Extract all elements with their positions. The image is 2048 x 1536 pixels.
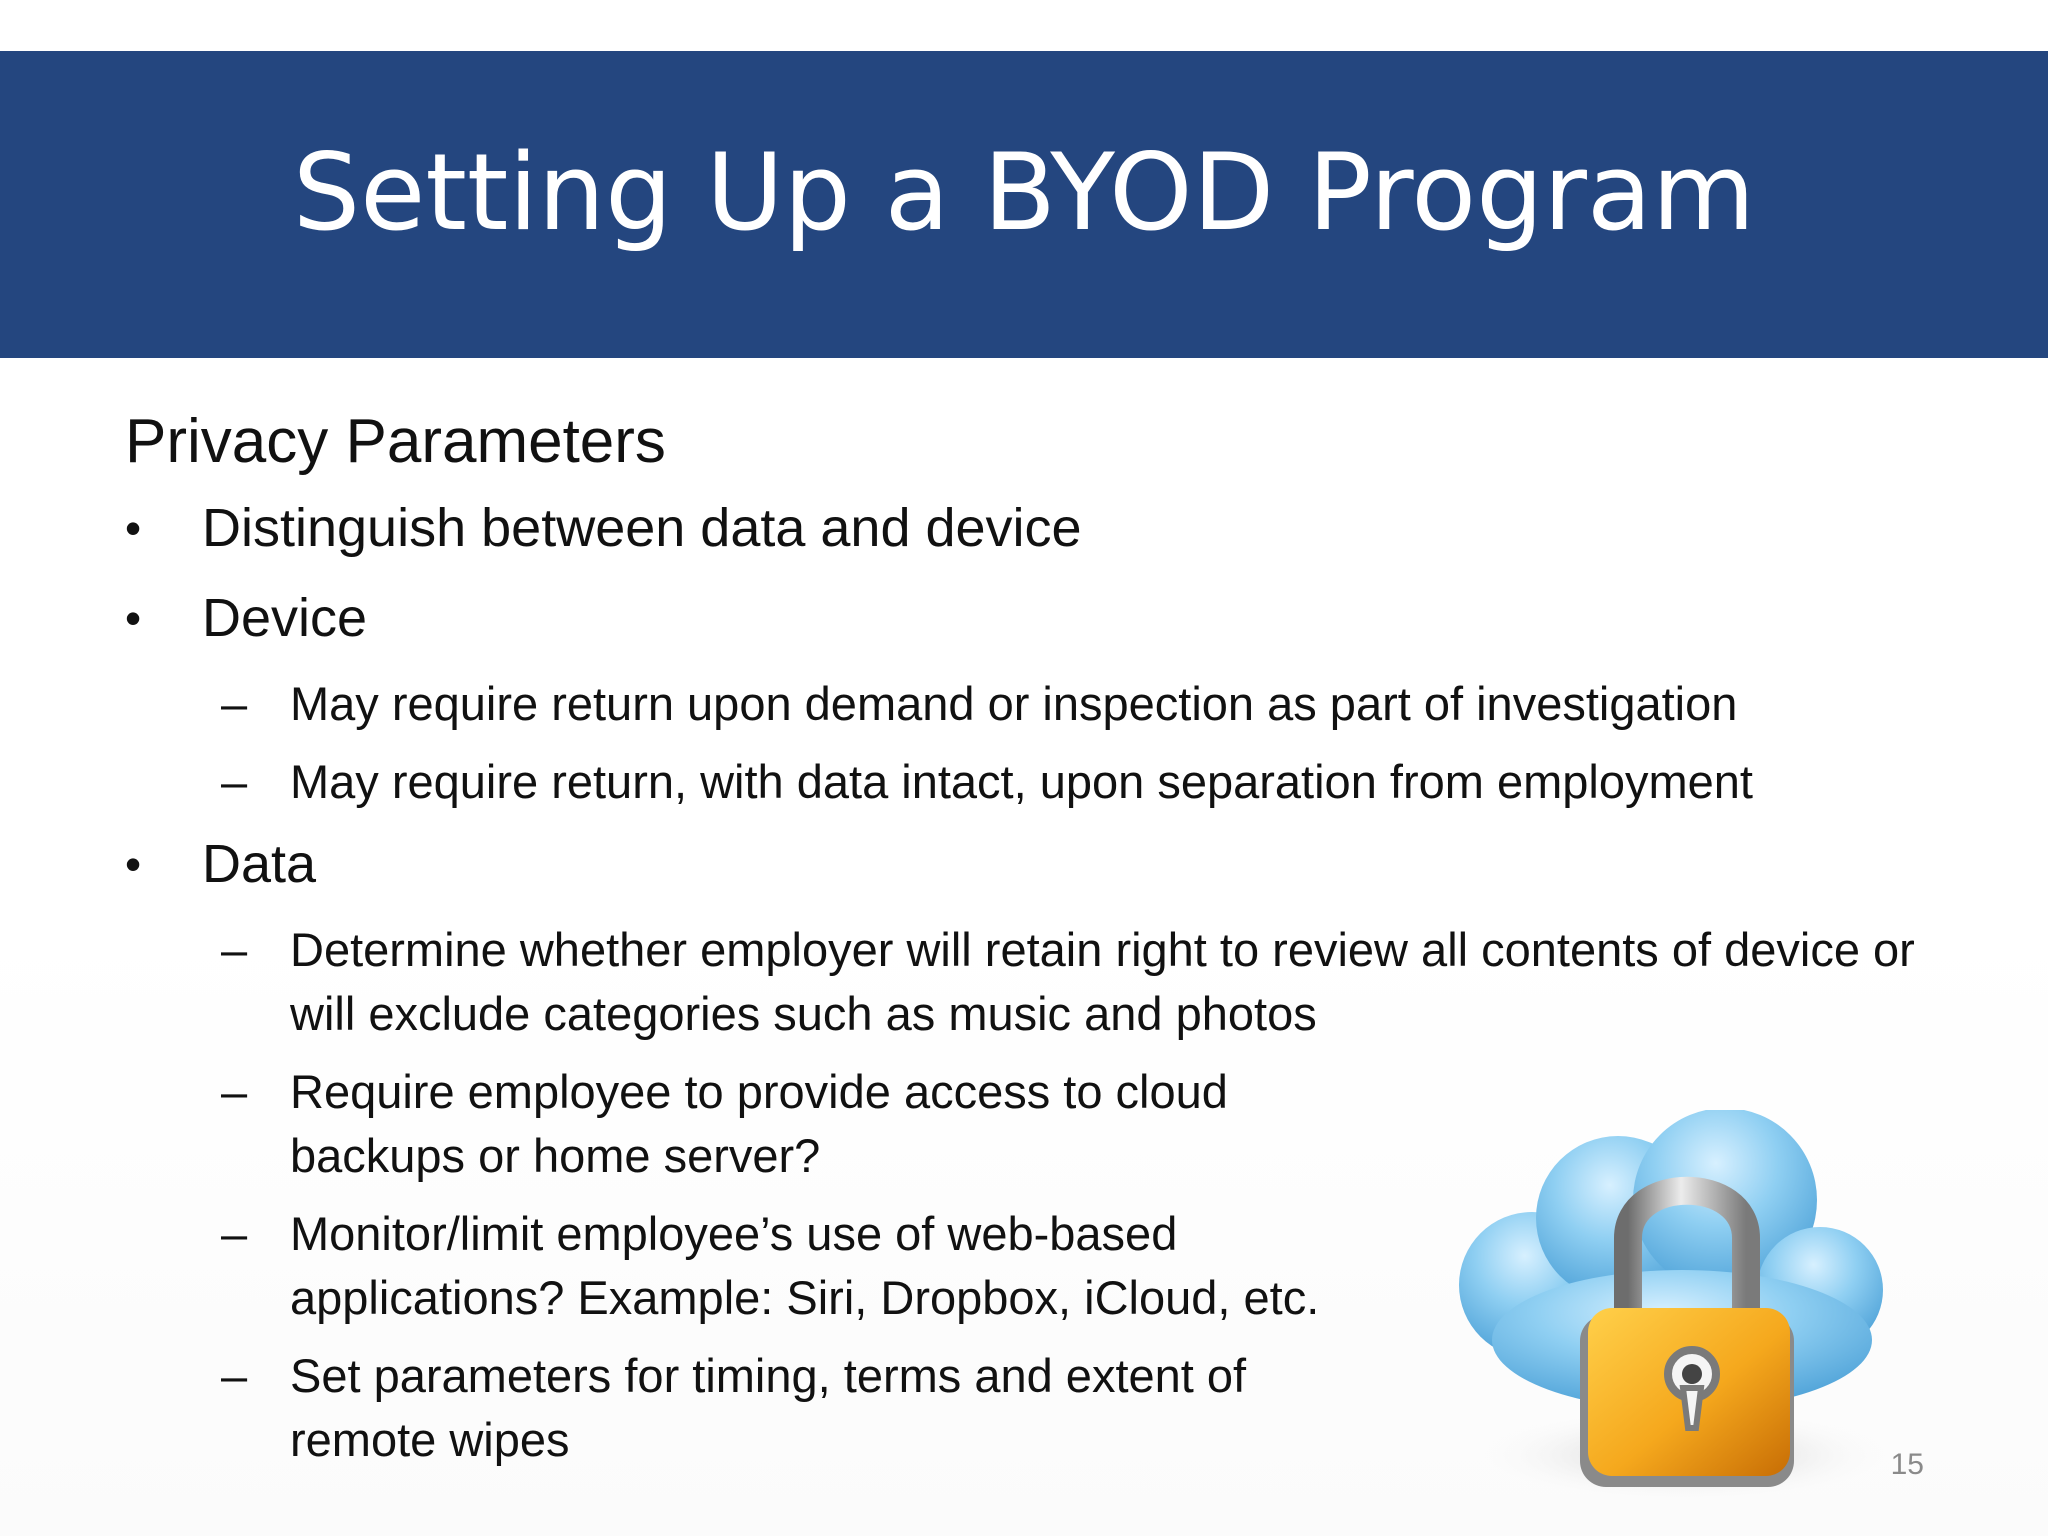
bullet-marker: • — [125, 838, 142, 890]
data-subitem — [125, 918, 1925, 1046]
section-heading: Privacy Parameters — [125, 407, 666, 476]
dash-marker: – — [221, 1207, 248, 1260]
cloud-lock-icon — [1440, 1110, 1910, 1510]
dash-marker: – — [221, 923, 248, 976]
device-subitem — [125, 672, 1925, 736]
bullet-text: Data — [202, 834, 317, 894]
bullet-marker: • — [125, 592, 142, 644]
page-number: 15 — [1890, 1448, 1924, 1481]
subitem-text: Determine whether employer will retain right to review all contents of device or will exclude categories such as music and photos — [290, 923, 1915, 1040]
bullet-device — [125, 582, 1925, 654]
subitem-text: May require return upon demand or inspection as part of investigation — [290, 677, 1738, 730]
dash-marker: – — [221, 1349, 248, 1402]
bullet-marker: • — [125, 502, 142, 554]
bullet-data — [125, 828, 1925, 900]
dash-marker: – — [221, 677, 248, 730]
subitem-text: Set parameters for timing, terms and extent of remote wipes — [290, 1349, 1247, 1466]
dash-marker: – — [221, 1065, 248, 1118]
bullet-distinguish — [125, 492, 1925, 564]
device-subitem — [125, 750, 1925, 814]
slide-title: Setting Up a BYOD Program — [292, 131, 1756, 254]
subitem-text: Monitor/limit employee’s use of web-based applications? Example: Siri, Dropbox, iCloud, etc. — [290, 1207, 1320, 1324]
subitem-text: Require employee to provide access to cloud backups or home server? — [290, 1065, 1228, 1182]
bullet-text: Device — [202, 588, 368, 648]
dash-marker: – — [221, 755, 248, 808]
bullet-text: Distinguish between data and device — [202, 498, 1082, 558]
subitem-text: May require return, with data intact, upon separation from employment — [290, 755, 1753, 808]
